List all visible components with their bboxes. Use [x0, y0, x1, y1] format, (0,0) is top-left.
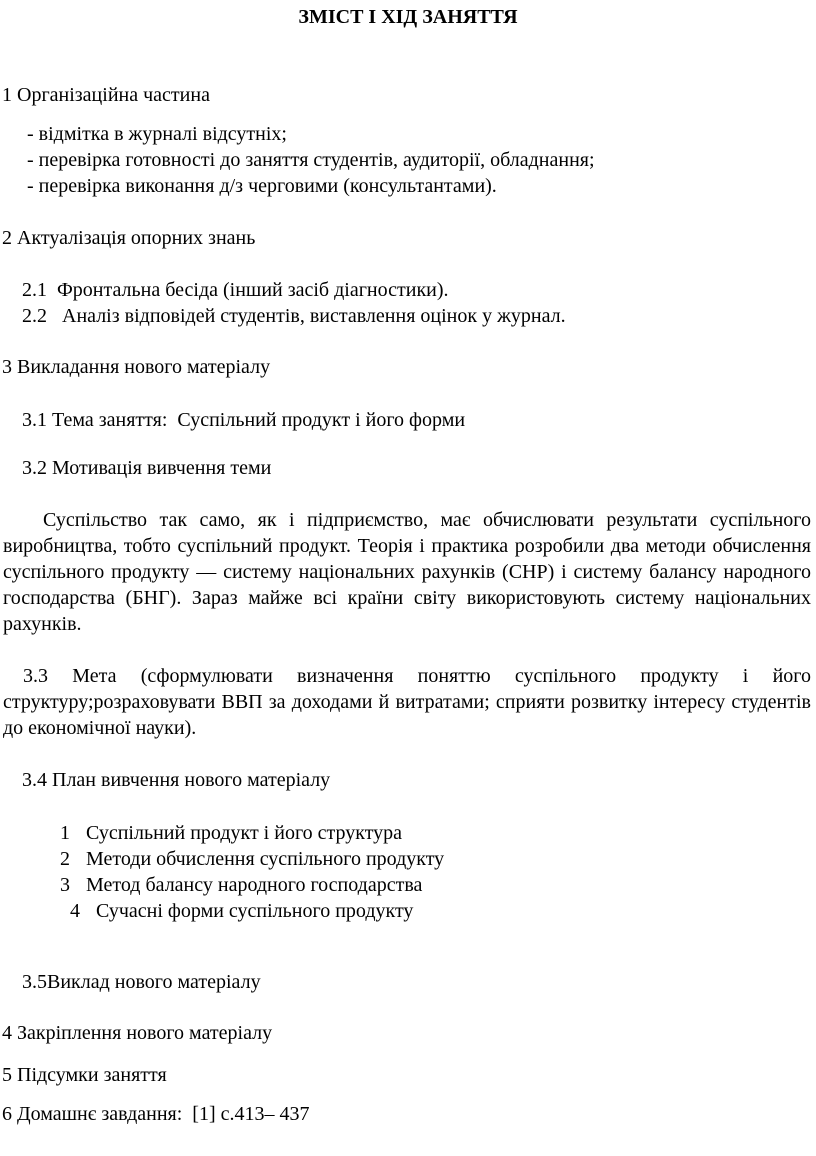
section-6-heading: 6 Домашнє завдання: [1] с.413– 437	[2, 1103, 310, 1125]
plan-item-number: 1	[60, 822, 70, 844]
presentation-line: 3.5Виклад нового матеріалу	[22, 971, 261, 993]
section-2-item: 2.2 Аналіз відповідей студентів, виставлення оцінок у журнал.	[22, 305, 566, 327]
plan-item-text: Метод балансу народного господарства	[86, 874, 423, 896]
section-4-heading: 4 Закріплення нового матеріалу	[2, 1022, 273, 1044]
plan-item-text: Сучасні форми суспільного продукту	[96, 900, 414, 922]
section-1-item: - перевірка готовності до заняття студентів, аудиторії, обладнання;	[27, 149, 595, 171]
section-2-item: 2.1 Фронтальна бесіда (інший засіб діагностики).	[22, 279, 449, 301]
plan-heading: 3.4 План вивчення нового матеріалу	[22, 769, 331, 791]
plan-item-number: 3	[60, 874, 70, 896]
section-5-heading: 5 Підсумки заняття	[2, 1064, 167, 1086]
section-1-item: - відмітка в журналі відсутніх;	[27, 123, 287, 145]
plan-item-number: 2	[60, 848, 70, 870]
topic-line: 3.1 Тема заняття: Суспільний продукт і його форми	[22, 409, 466, 431]
section-1-item: - перевірка виконання д/з черговими (консультантами).	[27, 175, 497, 197]
goal-paragraph: 3.3 Мета (сформулювати визначення поняттю суспільного продукту і його структуру;розраховувати ВВП за доходами й витратами; сприяти розвитку інтересу студентів до економічної науки).	[3, 665, 811, 739]
plan-item-number: 4	[70, 900, 80, 922]
section-1-heading: 1 Організаційна частина	[2, 84, 210, 106]
plan-item	[60, 872, 422, 898]
section-2-heading: 2 Актуалізація опорних знань	[2, 227, 256, 249]
page-title: ЗМІСТ І ХІД ЗАНЯТТЯ	[298, 6, 518, 28]
motivation-paragraph: Суспільство так само, як і підприємство, має обчислювати результати суспільного виробництва, тобто суспільний продукт. Теорія і практика розробили два методи обчислення суспільного продукту — систему національних рахунків (СНР) і систему балансу народного господарства (БНГ). Зараз майже всі країни світу використовують систему національних рахунків.	[3, 509, 811, 635]
plan-item-text: Суспільний продукт і його структура	[86, 822, 403, 844]
plan-item-text: Методи обчислення суспільного продукту	[86, 848, 445, 870]
plan-item	[60, 820, 402, 846]
plan-item	[60, 846, 444, 872]
plan-item	[70, 898, 413, 924]
section-3-heading: 3 Викладання нового матеріалу	[2, 356, 271, 378]
motivation-heading: 3.2 Мотивація вивчення теми	[22, 457, 272, 479]
